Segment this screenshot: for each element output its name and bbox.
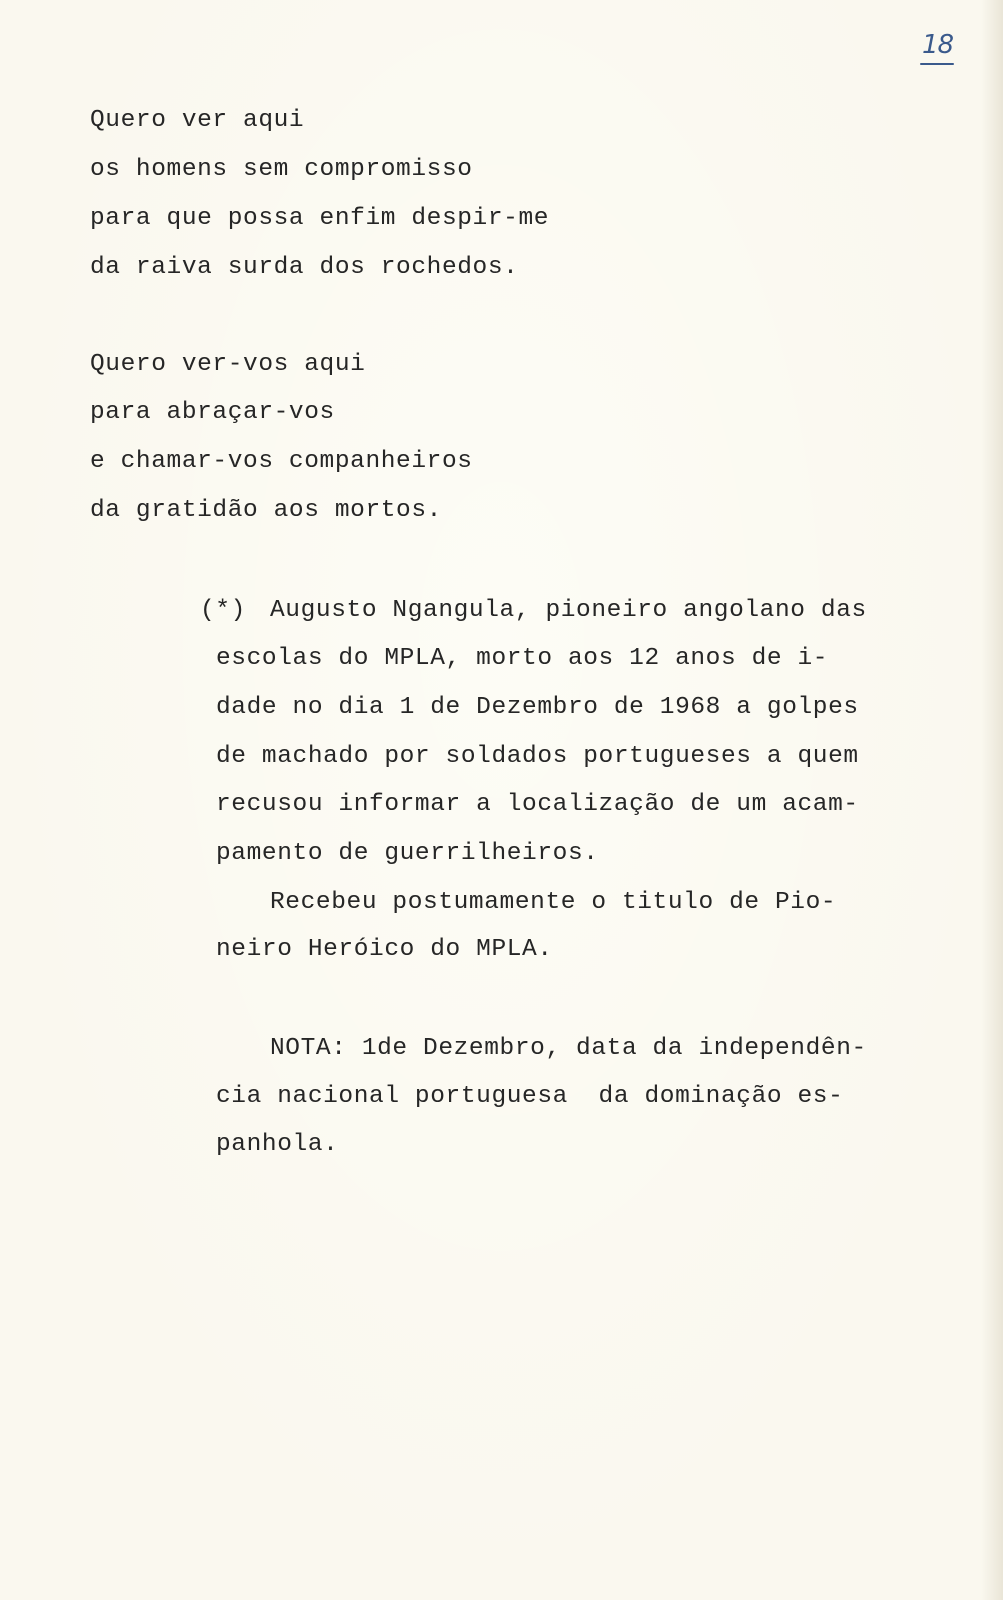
poem-line: os homens sem compromisso <box>90 156 473 183</box>
footnote-line: de machado por soldados portugueses a quem <box>216 743 859 770</box>
poem-line: da raiva surda dos rochedos. <box>90 254 519 281</box>
footnote-line: pamento de guerrilheiros. <box>216 840 599 867</box>
poem-line: Quero ver aqui <box>90 107 305 134</box>
footnote-line: Augusto Ngangula, pioneiro angolano das <box>270 597 867 624</box>
page-number-underline <box>920 63 954 65</box>
footnote-line: Recebeu postumamente o titulo de Pio- <box>270 889 837 916</box>
poem-line: para abraçar-vos <box>90 399 335 426</box>
poem-line: Quero ver-vos aqui <box>90 351 366 378</box>
page-edge-shadow <box>981 0 1003 1600</box>
poem-line: e chamar-vos companheiros <box>90 448 473 475</box>
footnote-line: dade no dia 1 de Dezembro de 1968 a golpes <box>216 694 859 721</box>
nota-line: NOTA: 1de Dezembro, data da independên- <box>270 1035 867 1062</box>
footnote-line: recusou informar a localização de um acam- <box>216 791 859 818</box>
poem-line: para que possa enfim despir-me <box>90 205 550 232</box>
nota-line: cia nacional portuguesa da dominação es- <box>216 1083 844 1110</box>
footnote-line: neiro Heróico do MPLA. <box>216 936 553 963</box>
poem-line: da gratidão aos mortos. <box>90 497 442 524</box>
page-number: 18 <box>922 30 954 60</box>
footnote-marker: (*) <box>200 597 246 624</box>
nota-line: panhola. <box>216 1131 339 1158</box>
footnote-line: escolas do MPLA, morto aos 12 anos de i- <box>216 645 829 672</box>
